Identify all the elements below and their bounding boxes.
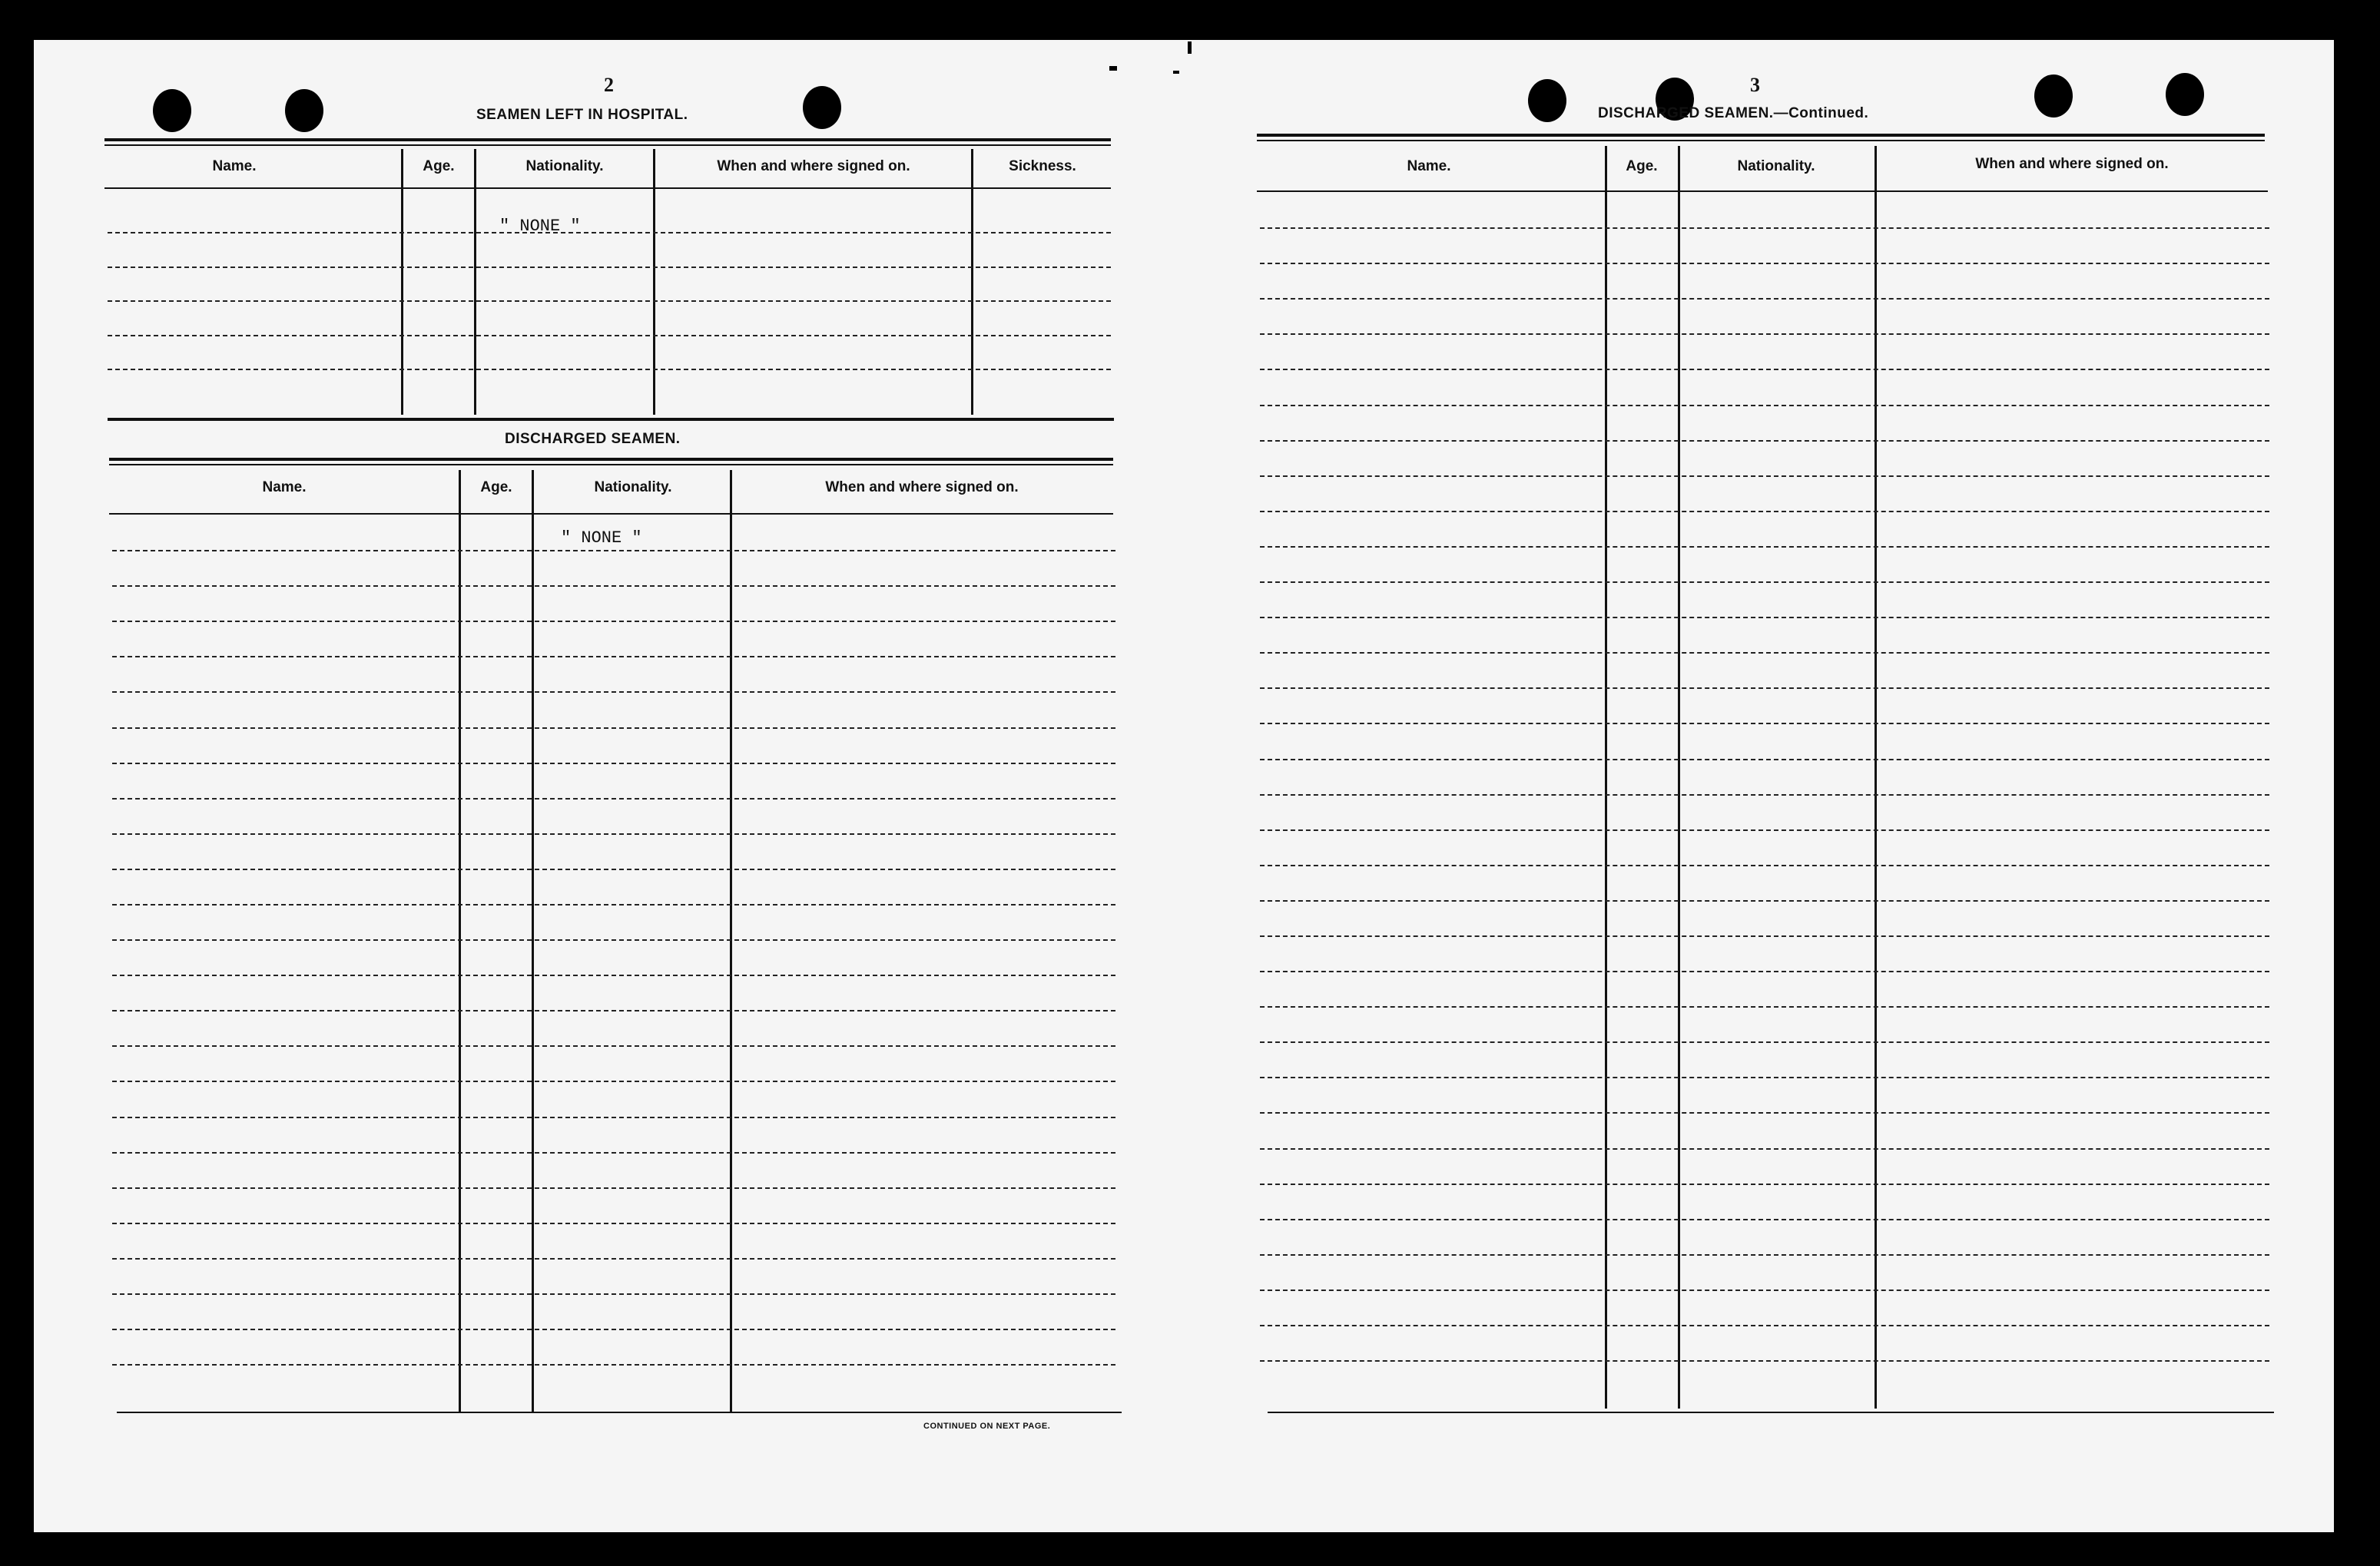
right-entry-line [1260, 475, 2269, 477]
right-entry-line [1260, 617, 2269, 618]
discharged-section-title: DISCHARGED SEAMEN. [505, 431, 681, 447]
discharged-entry-line [112, 585, 1115, 587]
discharged-entry-line [112, 1010, 1115, 1011]
right-entry-line [1260, 1148, 2269, 1150]
discharged-col-divider [532, 470, 534, 1413]
discharged-col-signed-on: When and where signed on. [825, 479, 1019, 495]
page-number: 2 [604, 74, 614, 96]
right-entry-line [1260, 263, 2269, 264]
continued-note: CONTINUED ON NEXT PAGE. [923, 1422, 1051, 1431]
discharged-entry-line [112, 1045, 1115, 1047]
discharged-entry-line [112, 1258, 1115, 1260]
discharged-bottom-rule [117, 1412, 1122, 1413]
right-col-nationality: Nationality. [1737, 158, 1815, 174]
right-top-rule [1257, 134, 2265, 137]
discharged-top-rule-2 [109, 464, 1113, 465]
discharged-header-rule [109, 513, 1113, 515]
hospital-col-divider [971, 149, 973, 415]
hospital-header-rule [104, 187, 1111, 189]
binding-mark [1109, 66, 1117, 71]
punch-hole [2166, 73, 2204, 116]
right-col-age: Age. [1626, 158, 1658, 174]
right-top-rule-2 [1257, 140, 2265, 141]
discharged-entry-line [112, 1293, 1115, 1295]
right-col-signed-on: When and where signed on. [1975, 156, 2169, 172]
discharged-entry-line [112, 656, 1115, 657]
discharged-entry-line [112, 869, 1115, 870]
discharged-top-rule [109, 458, 1113, 461]
right-entry-line [1260, 865, 2269, 866]
discharged-entry-line [112, 1117, 1115, 1118]
discharged-col-divider [459, 470, 461, 1413]
punch-hole [285, 89, 323, 132]
discharged-entry-line [112, 621, 1115, 622]
binding-mark [1188, 41, 1192, 54]
punch-hole [153, 89, 191, 132]
right-entry-line [1260, 1254, 2269, 1256]
binding-mark [1173, 71, 1179, 74]
hospital-none-entry: " NONE " [499, 217, 581, 236]
discharged-entry-line [112, 1187, 1115, 1189]
punch-hole [1528, 79, 1566, 122]
right-entry-line [1260, 794, 2269, 796]
right-entry-line [1260, 511, 2269, 512]
discharged-continued-title: DISCHARGED SEAMEN.—Continued. [1598, 105, 1869, 121]
discharged-entry-line [112, 1223, 1115, 1224]
hospital-top-rule [104, 138, 1111, 141]
punch-hole [2034, 74, 2073, 118]
right-entry-line [1260, 652, 2269, 654]
hospital-col-divider [653, 149, 655, 415]
page-number: 3 [1750, 74, 1760, 96]
discharged-col-age: Age. [480, 479, 512, 495]
right-entry-line [1260, 971, 2269, 972]
hospital-section-title: SEAMEN LEFT IN HOSPITAL. [476, 107, 688, 123]
right-entry-line [1260, 1219, 2269, 1220]
hospital-col-sickness: Sickness. [1009, 158, 1076, 174]
hospital-col-age: Age. [423, 158, 455, 174]
discharged-entry-line [112, 1152, 1115, 1154]
discharged-entry-line [112, 975, 1115, 976]
right-entry-line [1260, 1077, 2269, 1078]
right-entry-line [1260, 405, 2269, 406]
hospital-entry-line [108, 300, 1111, 302]
hospital-top-rule-2 [104, 144, 1111, 146]
discharged-entry-line [112, 763, 1115, 764]
right-bottom-rule [1268, 1412, 2274, 1413]
right-entry-line [1260, 1325, 2269, 1326]
discharged-none-entry: " NONE " [561, 528, 642, 548]
hospital-col-nationality: Nationality. [525, 158, 604, 174]
hospital-col-divider [474, 149, 476, 415]
discharged-entry-line [112, 727, 1115, 729]
discharged-entry-line [112, 833, 1115, 835]
hospital-col-divider [401, 149, 403, 415]
right-header-rule [1257, 190, 2268, 192]
right-entry-line [1260, 935, 2269, 937]
discharged-entry-line [112, 550, 1115, 551]
discharged-col-nationality: Nationality. [594, 479, 672, 495]
right-entry-line [1260, 227, 2269, 229]
right-entry-line [1260, 900, 2269, 902]
discharged-entry-line [112, 1364, 1115, 1366]
discharged-entry-line [112, 1329, 1115, 1330]
hospital-col-name: Name. [212, 158, 257, 174]
right-entry-line [1260, 1290, 2269, 1291]
right-entry-line [1260, 723, 2269, 724]
discharged-col-name: Name. [262, 479, 307, 495]
hospital-bottom-rule [108, 418, 1114, 421]
discharged-entry-line [112, 904, 1115, 905]
right-entry-line [1260, 369, 2269, 370]
hospital-col-signed-on: When and where signed on. [717, 158, 910, 174]
right-entry-line [1260, 440, 2269, 442]
hospital-entry-line [108, 369, 1111, 370]
right-entry-line [1260, 1184, 2269, 1185]
right-entry-line [1260, 1041, 2269, 1043]
discharged-col-divider [730, 470, 732, 1413]
hospital-entry-line [108, 232, 1111, 233]
right-entry-line [1260, 759, 2269, 760]
discharged-entry-line [112, 798, 1115, 800]
right-entry-line [1260, 687, 2269, 689]
discharged-entry-line [112, 1081, 1115, 1082]
hospital-entry-line [108, 267, 1111, 268]
right-entry-line [1260, 1360, 2269, 1362]
right-entry-line [1260, 581, 2269, 583]
punch-hole [803, 86, 841, 129]
discharged-entry-line [112, 939, 1115, 941]
right-entry-line [1260, 546, 2269, 548]
right-entry-line [1260, 333, 2269, 335]
right-entry-line [1260, 1112, 2269, 1114]
right-col-name: Name. [1407, 158, 1451, 174]
hospital-entry-line [108, 335, 1111, 336]
right-entry-line [1260, 829, 2269, 831]
discharged-entry-line [112, 691, 1115, 693]
right-entry-line [1260, 298, 2269, 300]
right-entry-line [1260, 1006, 2269, 1008]
